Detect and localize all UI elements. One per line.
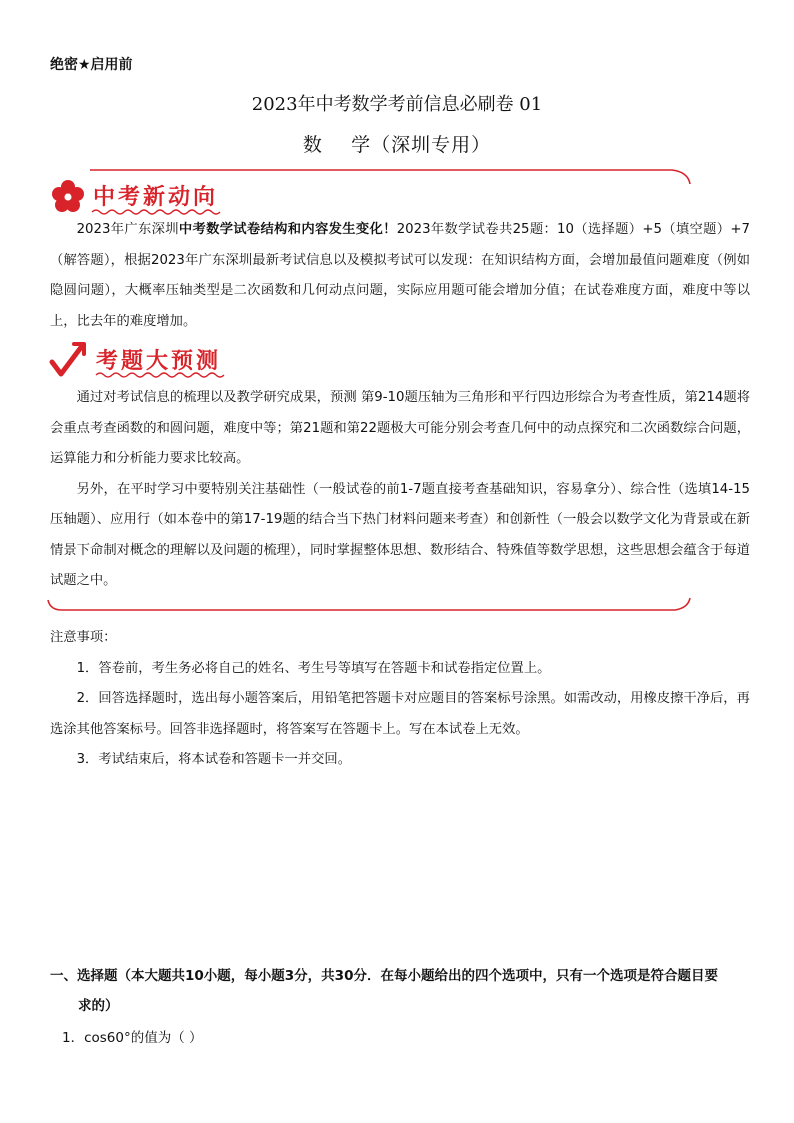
section-trend-heading: 中考新动向 xyxy=(93,185,219,210)
notes-heading: 注意事项： xyxy=(50,630,117,645)
section-predict-heading: 考题大预测 xyxy=(96,349,222,374)
secret-label: 绝密★启用前 xyxy=(50,57,133,73)
notes-block xyxy=(50,623,750,776)
page-subtitle: 数 学（深圳专用） xyxy=(302,134,492,156)
note-item-3: 3．考试结束后，将本试卷和答题卡一并交回。 xyxy=(76,752,351,767)
note-item-2: 2．回答选择题时，选出每小题答案后，用铅笔把答题卡对应题目的答案标号涂黑。如需改动，用橡皮擦干净后，再选涂其他答案标号。回答非选择题时，将答案写在答题卡上。写在本试卷上无效。 xyxy=(50,691,750,737)
section-trend-paragraph: 2023年广东深圳中考数学试卷结构和内容发生变化！2023年数学试卷共25题：10（选择题）+5（填空题）+7（解答题），根据2023年广东深圳最新考试信息以及模拟考试可以发现：在知识结构方面，会增加最值问题难度（例如隐圆问题），大概率压轴类型是二次函数和几何动点问题，实际应用题可能会增加分值；在试卷难度方面，难度中等以上，比去年的难度增加。 xyxy=(50,222,750,329)
check-arrow-icon xyxy=(48,340,88,380)
note-item-1: 1．答卷前，考生务必将自己的姓名、考生号等填写在答题卡和试卷指定位置上。 xyxy=(76,660,551,676)
section-choice-heading: 一、选择题（本大题共10小题，每小题3分，共30分．在每小题给出的四个选项中，只有一个选项是符合题目要 求的） xyxy=(50,968,718,1014)
predict-paragraph-2: 另外，在平时学习中要特别关注基础性（一般试卷的前1-7题直接考查基础知识，容易拿分）、综合性（选填14-15压轴题）、应用行（如本卷中的第17-19题的结合当下热门材料问题来考查）和创新性（一般会以数学文化为背景或在新情景下命制对概念的理解以及问题的梳理），同时掌握整体思想、数形结合、特殊值等数学思想，这些思想会蕴含于每道试题之中。 xyxy=(50,481,750,588)
section-predict-paragraphs xyxy=(50,383,750,597)
question-1: 1．cos60°的值为（ ） xyxy=(62,1030,203,1046)
flower-icon xyxy=(50,178,86,214)
predict-paragraph-1: 通过对考试信息的梳理以及教学研究成果，预测 第9-10题压轴为三角形和平行四边形综合为考查性质，第214题将会重点考查函数的和圆问题，难度中等；第21题和第22题极大可能分别会考查几何中的动点探究和二次函数综合问题，运算能力和分析能力要求比较高。 xyxy=(50,390,750,466)
page-title: 2023年中考数学考前信息必刷卷 01 xyxy=(251,94,543,115)
